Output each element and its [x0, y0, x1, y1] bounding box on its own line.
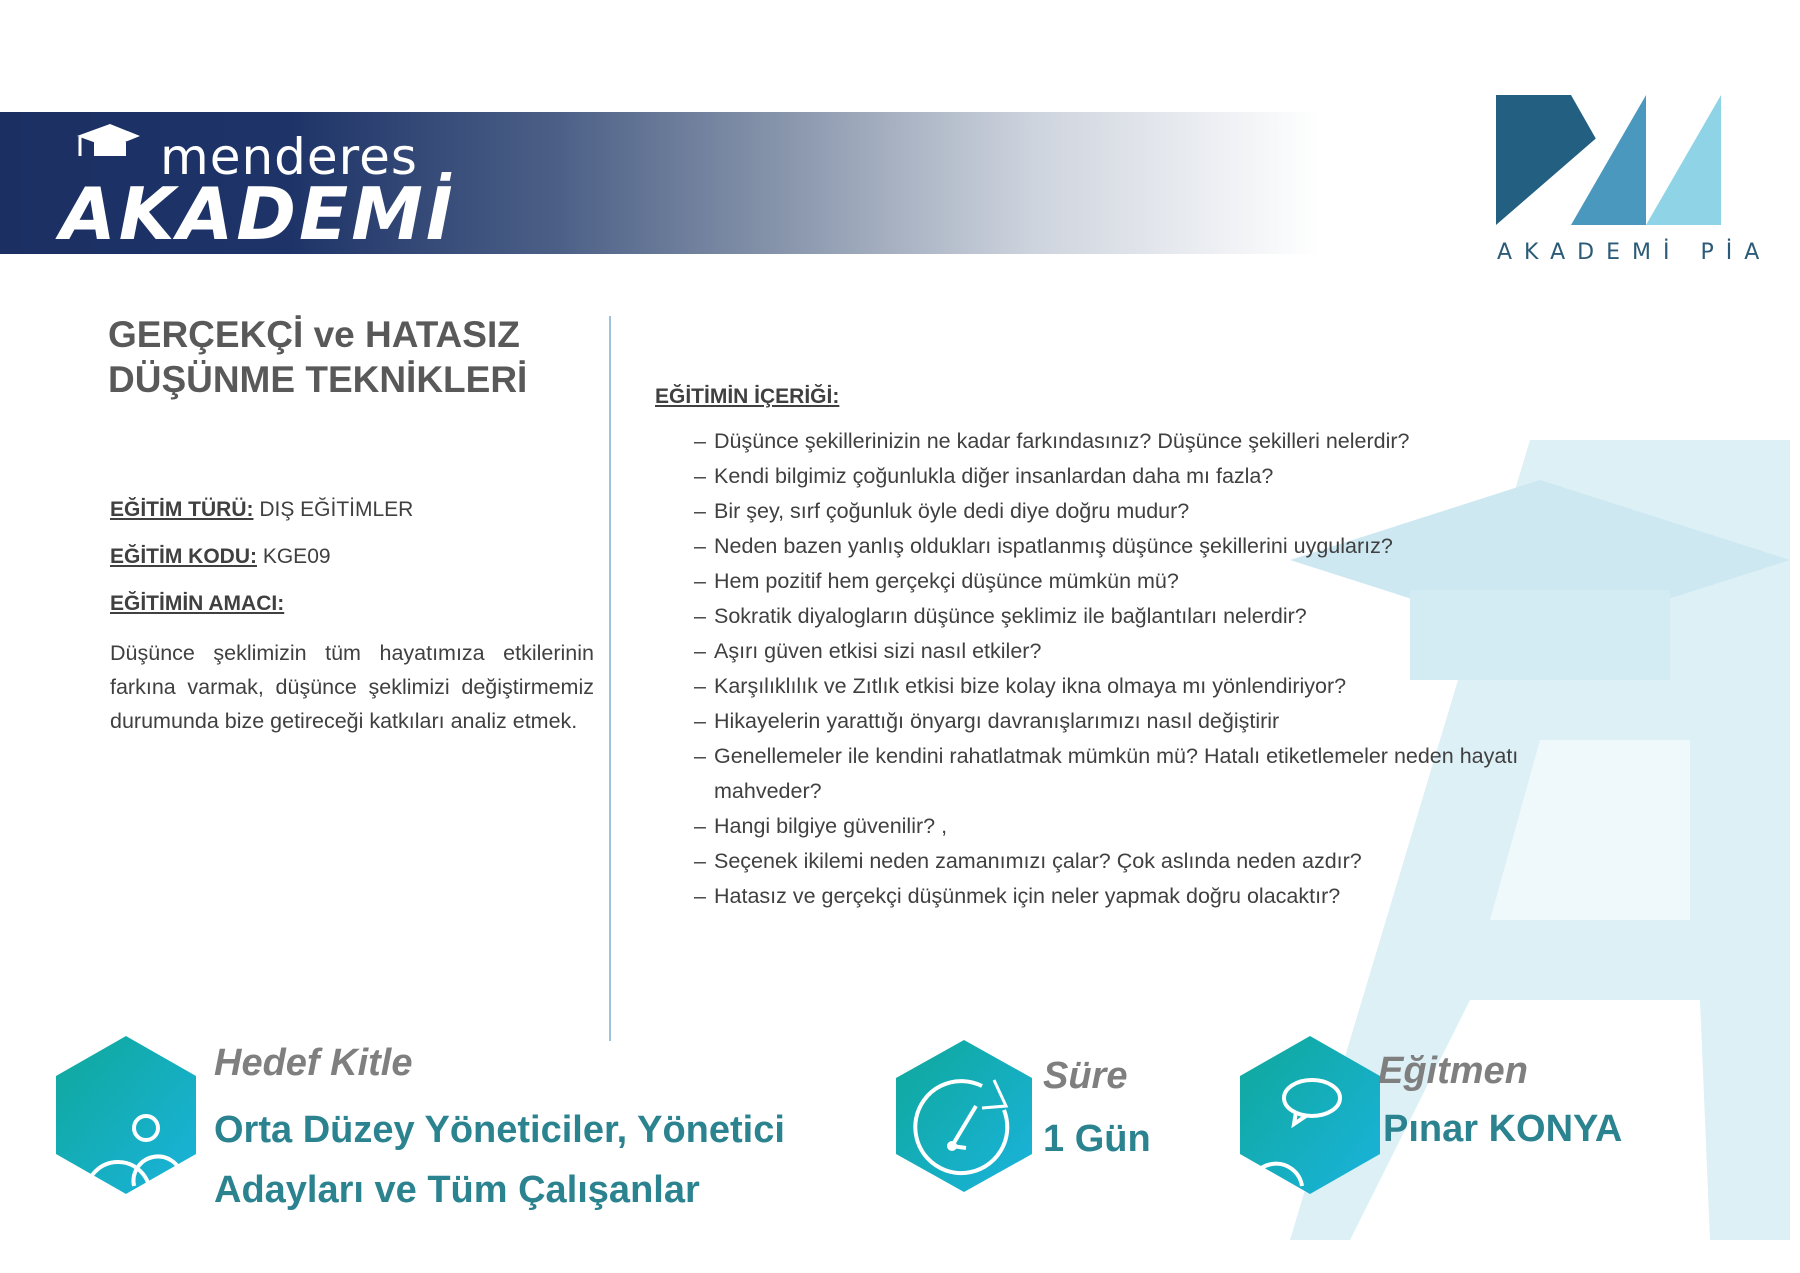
duration-label: Süre	[1043, 1055, 1128, 1097]
training-type-value: DIŞ EĞİTİMLER	[259, 498, 414, 521]
content-item: – Hangi bilgiye güvenilir? ,	[694, 809, 1624, 844]
akademi-pia-text: AKADEMİ PİA	[1497, 240, 1772, 265]
training-type-label: EĞİTİM TÜRÜ:	[110, 498, 254, 521]
content-item: – Düşünce şekillerinizin ne kadar farkındasınız? Düşünce şekilleri nelerdir?	[694, 424, 1624, 459]
target-audience-label: Hedef Kitle	[214, 1042, 413, 1084]
clock-icon	[896, 1040, 1032, 1192]
akademi-pia-logo	[1496, 95, 1726, 235]
graduation-cap-icon	[72, 122, 142, 162]
content-item: – Aşırı güven etkisi sizi nasıl etkiler?	[694, 634, 1624, 669]
training-code-value: KGE09	[262, 545, 331, 568]
course-title-line1: GERÇEKÇİ ve HATASIZ	[108, 314, 520, 355]
content-item: – Genellemeler ile kendini rahatlatmak mümkün mü? Hatalı etiketlemeler neden hayatı mahveder?	[694, 739, 1624, 809]
content-item: – Karşılıklılık ve Zıtlık etkisi bize kolay ikna olmaya mı yönlendiriyor?	[694, 669, 1624, 704]
content-item: – Hatasız ve gerçekçi düşünmek için neler yapmak doğru olacaktır?	[694, 879, 1624, 914]
duration-value: 1 Gün	[1043, 1118, 1151, 1160]
content-heading: EĞİTİMİN İÇERİĞİ:	[655, 385, 840, 408]
training-type	[110, 498, 413, 522]
people-icon	[56, 1036, 196, 1194]
content-item: – Kendi bilgimiz çoğunlukla diğer insanlardan daha mı fazla?	[694, 459, 1624, 494]
content-item: – Seçenek ikilemi neden zamanımızı çalar? Çok aslında neden azdır?	[694, 844, 1624, 879]
course-title	[108, 312, 527, 402]
content-item: – Hem pozitif hem gerçekçi düşünce mümkün mü?	[694, 564, 1624, 599]
target-audience-value: Orta Düzey Yöneticiler, Yönetici Adayları ve Tüm Çalışanlar	[214, 1109, 785, 1211]
content-item: – Neden bazen yanlış oldukları ispatlanmış düşünce şekillerini uygularız?	[694, 529, 1624, 564]
content-item: – Hikayelerin yarattığı önyargı davranışlarımızı nasıl değiştirir	[694, 704, 1624, 739]
training-code-label: EĞİTİM KODU:	[110, 545, 257, 568]
content-item: – Sokratik diyalogların düşünce şeklimiz ile bağlantıları nelerdir?	[694, 599, 1624, 634]
course-title-line2: DÜŞÜNME TEKNİKLERİ	[108, 359, 528, 400]
content-list	[694, 424, 1624, 914]
training-purpose-heading	[110, 592, 284, 616]
speech-bubble-icon	[1240, 1036, 1380, 1194]
logo-menderes-text: menderes	[160, 128, 418, 186]
training-purpose-label: EĞİTİMİN AMACI:	[110, 592, 285, 615]
training-purpose-text: Düşünce şeklimizin tüm hayatımıza etkilerinin farkına varmak, düşünce şeklimizi değiştirmemiz durumunda bize getireceği katkıları analiz etmek.	[110, 641, 594, 733]
content-item: – Bir şey, sırf çoğunluk öyle dedi diye doğru mudur?	[694, 494, 1624, 529]
training-code	[110, 545, 331, 569]
trainer-value: Pınar KONYA	[1383, 1108, 1623, 1150]
trainer-label: Eğitmen	[1378, 1050, 1528, 1092]
column-divider	[609, 316, 611, 1041]
logo-akademi-text: AKADEMİ	[60, 172, 456, 256]
